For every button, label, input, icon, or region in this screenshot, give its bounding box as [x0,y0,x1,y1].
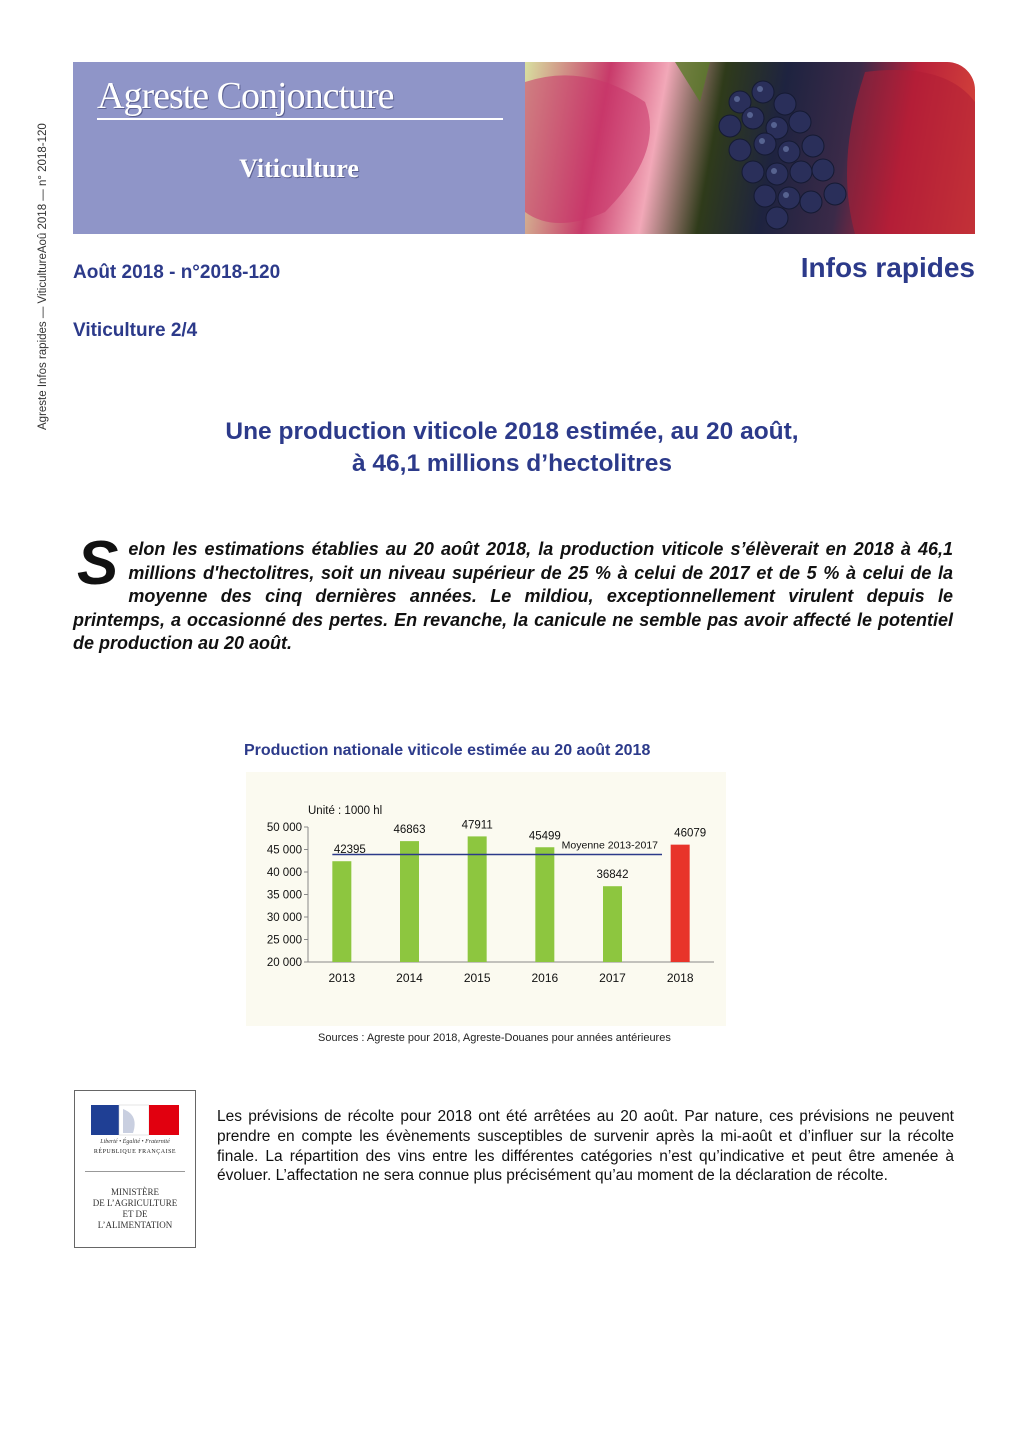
x-tick-label: 2018 [666,971,694,985]
x-tick-label: 2017 [599,971,626,985]
brand-logo-text: Agreste Conjoncture [97,75,394,117]
republic-motto: Liberté • Égalité • Fraternité [100,1139,170,1145]
y-tick-label: 50 000 [266,822,302,834]
bar-2014 [400,841,419,962]
bar-chart [246,772,726,1026]
bar-2016 [535,847,554,962]
x-tick-label: 2013 [328,971,356,985]
issue-number: Août 2018 - n°2018-120 [73,262,281,283]
chart-unit-label: Unité : 1000 hl [308,805,383,817]
chart-title: Production nationale viticole estimée au 20 août 2018 [244,742,651,759]
ministry-name: MINISTÈRE DE L’AGRICULTURE ET DE L’ALIMENTATION [92,1187,178,1230]
data-label-2016: 45499 [528,830,561,843]
bar-2018 [671,845,690,962]
marianne-flag [89,1103,181,1137]
y-tick-label: 45 000 [266,844,302,857]
ministry-logo [74,1090,196,1248]
chart-panel [246,772,726,1026]
disclaimer-note: Les prévisions de récolte pour 2018 ont été arrêtées au 20 août. Par nature, ces prévisions ne peuvent prendre en compte les évènements susceptibles de survenir après la mi-août et d’influer sur la récolte finale. La répartition des vins entre les différentes catégories n’est qu’indicative et peut être amenée à évoluer. L’affectation ne sera connue plus précisément qu’au moment de la déclaration de récolte. [217,1108,954,1185]
x-tick-label: 2016 [531,971,559,985]
x-tick-label: 2015 [463,971,491,985]
header-banner [73,62,975,234]
banner-subtitle: Viticulture [239,154,359,183]
data-label-2014: 46863 [393,824,426,837]
average-label: Moyenne 2013-2017 [561,839,658,852]
y-tick-label: 40 000 [266,867,302,879]
lead-paragraph [73,529,953,656]
headline-line-2: à 46,1 millions d’hectolitres [352,450,672,477]
sidebar-reference: Agreste Infos rapides — ViticultureAoû 2018 — n° 2018-120 [37,123,49,430]
x-tick-label: 2014 [396,971,423,985]
y-tick-label: 20 000 [266,957,302,969]
y-tick-label: 30 000 [266,912,302,924]
bar-2015 [468,836,487,962]
banner-title-panel [73,62,525,234]
drop-cap: S [77,529,119,598]
lead-text: elon les estimations établies au 20 août 2018, la production viticole s’élèverait en 2018 à 46,1 millions d'hectolitres, soit un niveau supérieur de 25 % à celui de 2017 et de 5 % à celui de la moyenne des cinq dernières années. Le mildiou, exceptionnellement virulent depuis le printemps, a occasionné des pertes. En revanche, la canicule ne semble pas avoir affecté le potentiel de production au 20 août. [73,539,953,654]
grapes-illustration [525,62,975,234]
data-label-2018: 46079 [674,827,707,840]
brand-underline [97,118,503,120]
data-label-2015: 47911 [461,819,493,832]
data-label-2013: 42395 [333,844,366,857]
chart-source: Sources : Agreste pour 2018, Agreste-Douanes pour années antérieures [318,1032,671,1044]
headline-line-1: Une production viticole 2018 estimée, au 20 août, [225,418,799,445]
headline [73,416,951,480]
data-label-2017: 36842 [596,869,629,882]
section-label: Viticulture 2/4 [73,320,198,341]
y-tick-label: 35 000 [266,889,302,902]
grapes-photo [525,62,975,234]
bar-2013 [332,861,351,962]
bar-2017 [603,886,622,962]
publication-type: Infos rapides [800,252,975,283]
y-tick-label: 25 000 [266,934,302,947]
logo-divider [85,1171,185,1172]
republic-name: RÉPUBLIQUE FRANÇAISE [93,1149,177,1155]
